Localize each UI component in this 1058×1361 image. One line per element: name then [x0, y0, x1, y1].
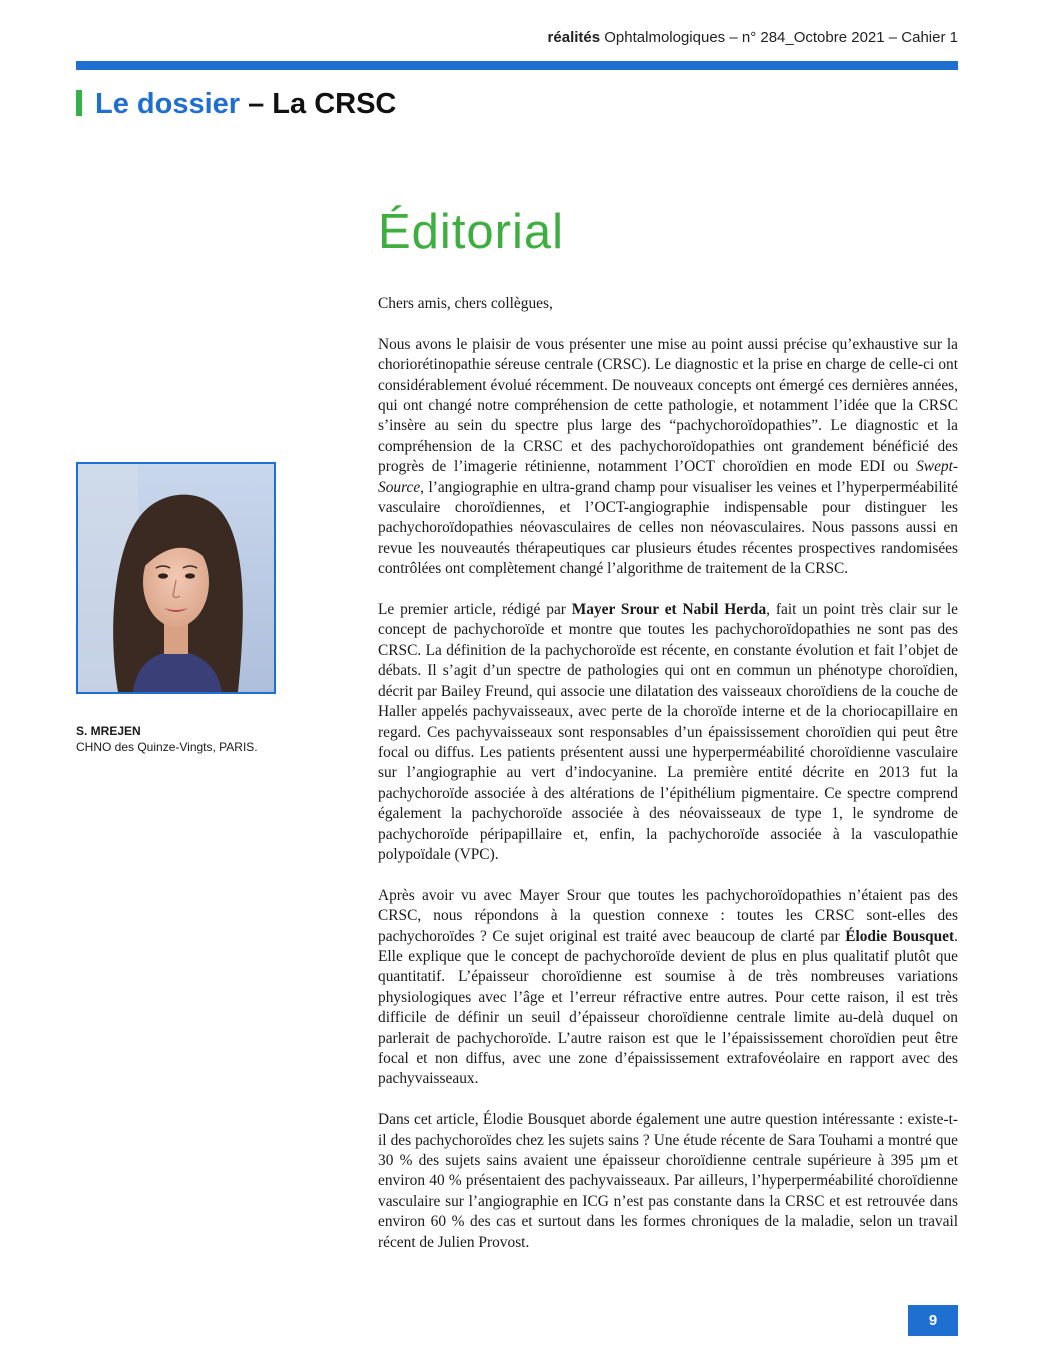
author-affiliation: CHNO des Quinze-Vingts, PARIS. — [76, 740, 258, 754]
article-paragraph — [378, 1110, 958, 1253]
paragraph-text: Dans cet article, Élodie Bousquet aborde également une autre question intéressante : existe-t-il des pachychoroïdes chez les sujets sains ? Une étude récente de Sara Touhami a montré que 30 % des sujets sains avaient une épaisseur choroïdienne centrale supérieure à 395 µm et environ 40 % présentaient des pachyvaisseaux. Par ailleurs, l’hyperperméabilité choroïdienne vasculaire sur l’angiographie en ICG n’est pas constante dans la CRSC et est retrouvée dans environ 60 % des cas et surtout dans les formes chroniques de la maladie, selon un travail récent de Julien Provost. — [378, 1111, 958, 1251]
section-title — [76, 88, 396, 121]
author-name: S. MREJEN — [76, 724, 141, 738]
paragraph-text: Le premier article, rédigé par — [378, 601, 572, 619]
article-heading: Éditorial — [378, 205, 565, 259]
article-paragraph — [378, 600, 958, 865]
paragraph-text: , fait un point très clair sur le concept de pachychoroïde et montre que toutes les pachychoroïdopathies ne sont pas des CRSC. La définition de la pachychoroïde est récente, en constante évolution et fait l’objet de débats. Il s’agit d’un spectre de pathologies qui ont en commun un phénotype choroïdien, décrit par Bailey Freund, qui associe une dilatation des vaisseaux choroïdiens de la couche de Haller appelés pachyvaisseaux, avec perte de la choroïde interne et de la choriocapillaire en regard. Ces pachyvaisseaux sont responsables d’un épaississement choroïdien qui peut être focal ou diffus. Les patients présentent aussi une hyperperméabilité choroïdienne vasculaire sur l’angiographie au vert d’indocyanine. La première entité décrite en 2013 fut la pachychoroïde associée à des altérations de l’épithélium pigmentaire. Ce spectre comprend également la pachychoroïde associée à des néovaisseaux de type 1, le syndrome de pachychoroïde péripapillaire et, enfin, la pachychoroïde associée à la vasculopathie polypoïdale (VPC). — [378, 601, 959, 863]
paragraph-text: Après avoir vu avec Mayer Srour que toutes les pachychoroïdopathies n’étaient pas des CRSC, nous répondons à la question connexe : toutes les CRSC sont-elles des pachychoroïdes ? Ce sujet original est traité avec beaucoup de clarté par — [378, 886, 958, 945]
article-paragraph — [378, 335, 958, 580]
page-number: 9 — [908, 1305, 958, 1336]
author-photo — [76, 462, 276, 694]
paragraph-text: Chers amis, chers collègues, — [378, 295, 553, 312]
paragraph-text: . Elle explique que le concept de pachychoroïde devient de plus en plus qualitatif plutôt que quantitatif. L’épaisseur choroïdienne est soumise à de très nombreuses variations physiologiques avec l’âge et l’erreur réfractive entre autres. Pour cette raison, il est très difficile de définir un seuil d’épaisseur choroïdienne centrale limite au-delà duquel on parlerait de pachychoroïde. L’autre raison est que le l’épaississement choroïdien peut être focal et non diffus, avec une zone d’épaississement extrafovéolaire en rapport avec des pachyvaisseaux. — [378, 927, 958, 1088]
paragraph-text: Nous avons le plaisir de vous présenter une mise au point aussi précise qu’exhaustive sur la choriorétinopathie séreuse centrale (CRSC). Le diagnostic et la prise en charge de celle-ci ont considérablement évolué récemment. De nouveaux concepts ont émergé ces dernières années, qui ont changé notre compréhension de cette pathologie, et notamment l’idée que la CRSC s’insère au sein du spectre plus large des “pachychoroïdopathies”. Le diagnostic et la compréhension de la CRSC et des pachychoroïdopathies ont grandement bénéficié des progrès de l’imagerie rétinienne, notamment l’OCT choroïdien en mode EDI ou — [378, 335, 958, 476]
author-mention: Mayer Srour et Nabil Herda — [571, 601, 767, 619]
section-kicker: Le dossier — [95, 88, 241, 120]
section-bar-icon — [76, 90, 82, 116]
paragraph-text: , l’angiographie en ultra-grand champ pour visualiser les veines et l’hyperperméabilité vasculaire choroïdiennes, et l’OCT-angiographie indispensable pour distinguer les pachychoroïdopathies néovasculaires de celles non néovasculaires. Nous passons aussi en revue les nouveautés thérapeutiques car plusieurs études récentes prospectives randomisées contrôlées ont complètement changé l’algorithme de traitement de la CRSC. — [378, 478, 958, 578]
magazine-brand: réalités — [547, 29, 601, 46]
article-paragraph — [378, 294, 958, 314]
article-body — [378, 294, 958, 1273]
emphasis-text: Swept-Source — [378, 458, 958, 496]
article-paragraph — [378, 886, 958, 1090]
section-topic: – La CRSC — [240, 88, 397, 120]
issue-info: Ophtalmologiques – n° 284_Octobre 2021 – Cahier 1 — [600, 29, 958, 46]
portrait-image — [78, 464, 274, 692]
author-mention: Élodie Bousquet — [845, 927, 955, 945]
running-header — [548, 29, 958, 46]
header-rule — [76, 61, 958, 70]
